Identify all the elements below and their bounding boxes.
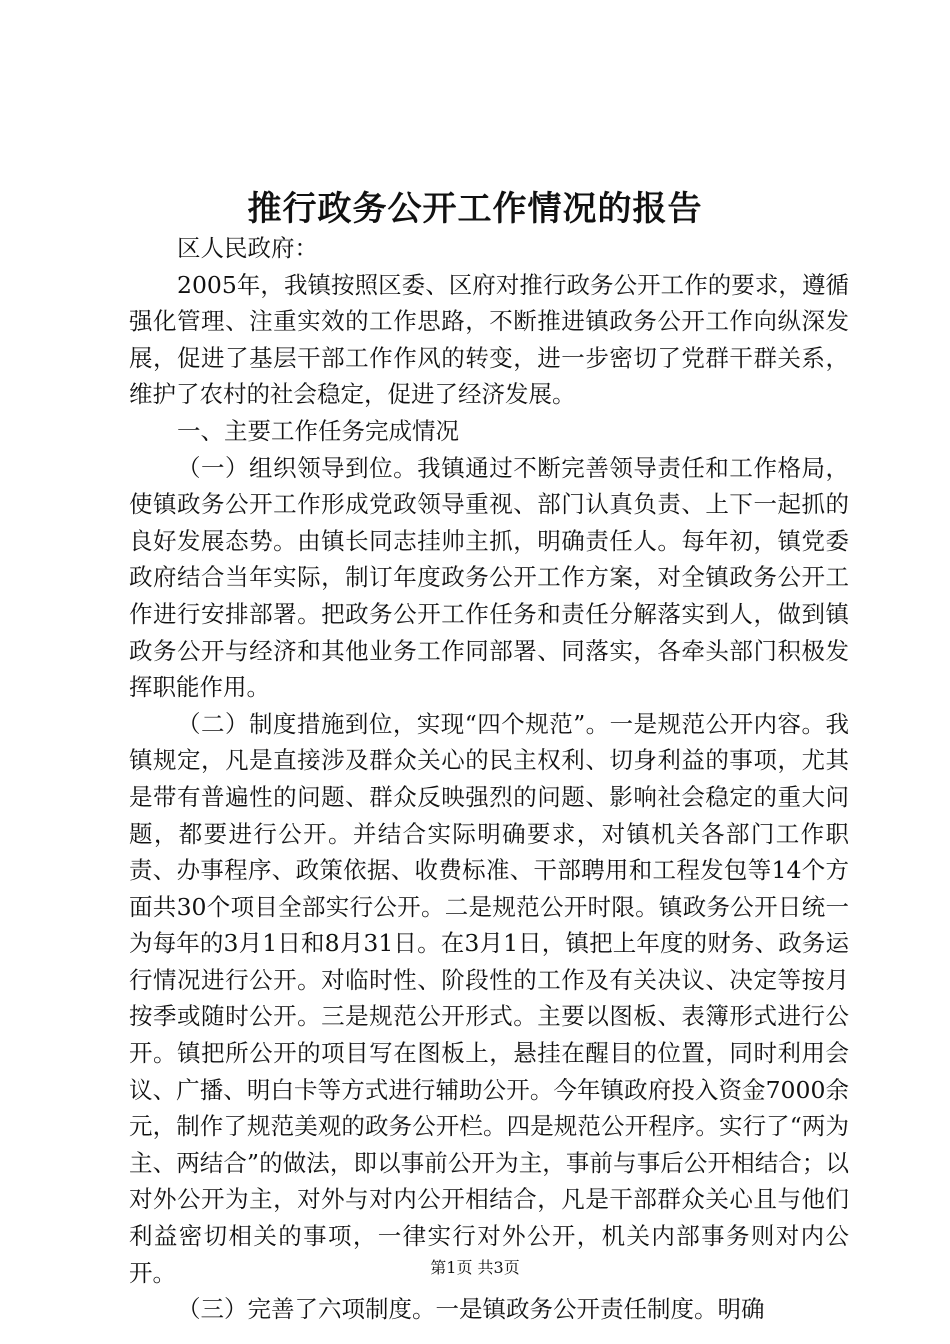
addressee-line: 区人民政府：	[177, 234, 318, 262]
page-footer: 第1页 共3页	[430, 1258, 520, 1277]
paragraph-organization: （一）组织领导到位。我镇通过不断完善领导责任和工作格局，使镇政务公开工作形成党政领导重视、部门认真负责、上下一起抓的良好发展态势。由镇长同志挂帅主抓，明确责任人。每年初，镇党委政府结合当年实际，制订年度政务公开工作方案，对全镇政务公开工作进行安排部署。把政务公开工作任务和责任分解落实到人，做到镇政务公开与经济和其他业务工作同部署、同落实，各牵头部门积极发挥职能作用。	[129, 453, 849, 702]
paragraph-six-systems: （三）完善了六项制度。一是镇政务公开责任制度。明确	[177, 1295, 765, 1324]
document-title: 推行政务公开工作情况的报告	[247, 189, 703, 229]
document-body	[129, 230, 849, 1328]
section-heading: 一、主要工作任务完成情况	[177, 416, 459, 445]
intro-paragraph: 2005年，我镇按照区委、区府对推行政务公开工作的要求，遵循强化管理、注重实效的工作思路，不断推进镇政务公开工作向纵深发展，促进了基层干部工作作风的转变，进一步密切了党群干群关系，维护了农村的社会稳定，促进了经济发展。	[129, 270, 849, 409]
paragraph-measures: （二）制度措施到位，实现“四个规范”。一是规范公开内容。我镇规定，凡是直接涉及群众关心的民主权利、切身利益的事项，尤其是带有普遍性的问题、群众反映强烈的问题、影响社会稳定的重大问题，都要进行公开。并结合实际明确要求，对镇机关各部门工作职责、办事程序、政策依据、收费标准、干部聘用和工程发包等14个方面共30个项目全部实行公开。二是规范公开时限。镇政务公开日统一为每年的3月1日和8月31日。在3月1日，镇把上年度的财务、政务运行情况进行公开。对临时性、阶段性的工作及有关决议、决定等按月按季或随时公开。三是规范公开形式。主要以图板、表簿形式进行公开。镇把所公开的项目写在图板上，悬挂在醒目的位置，同时利用会议、广播、明白卡等方式进行辅助公开。今年镇政府投入资金7000余元，制作了规范美观的政务公开栏。四是规范公开程序。实行了“两为主、两结合”的做法，即以事前公开为主，事前与事后公开相结合；以对外公开为主，对外与对内公开相结合，凡是干部群众关心且与他们利益密切相关的事项，一律实行对外公开，机关内部事务则对内公开。	[129, 709, 849, 1287]
